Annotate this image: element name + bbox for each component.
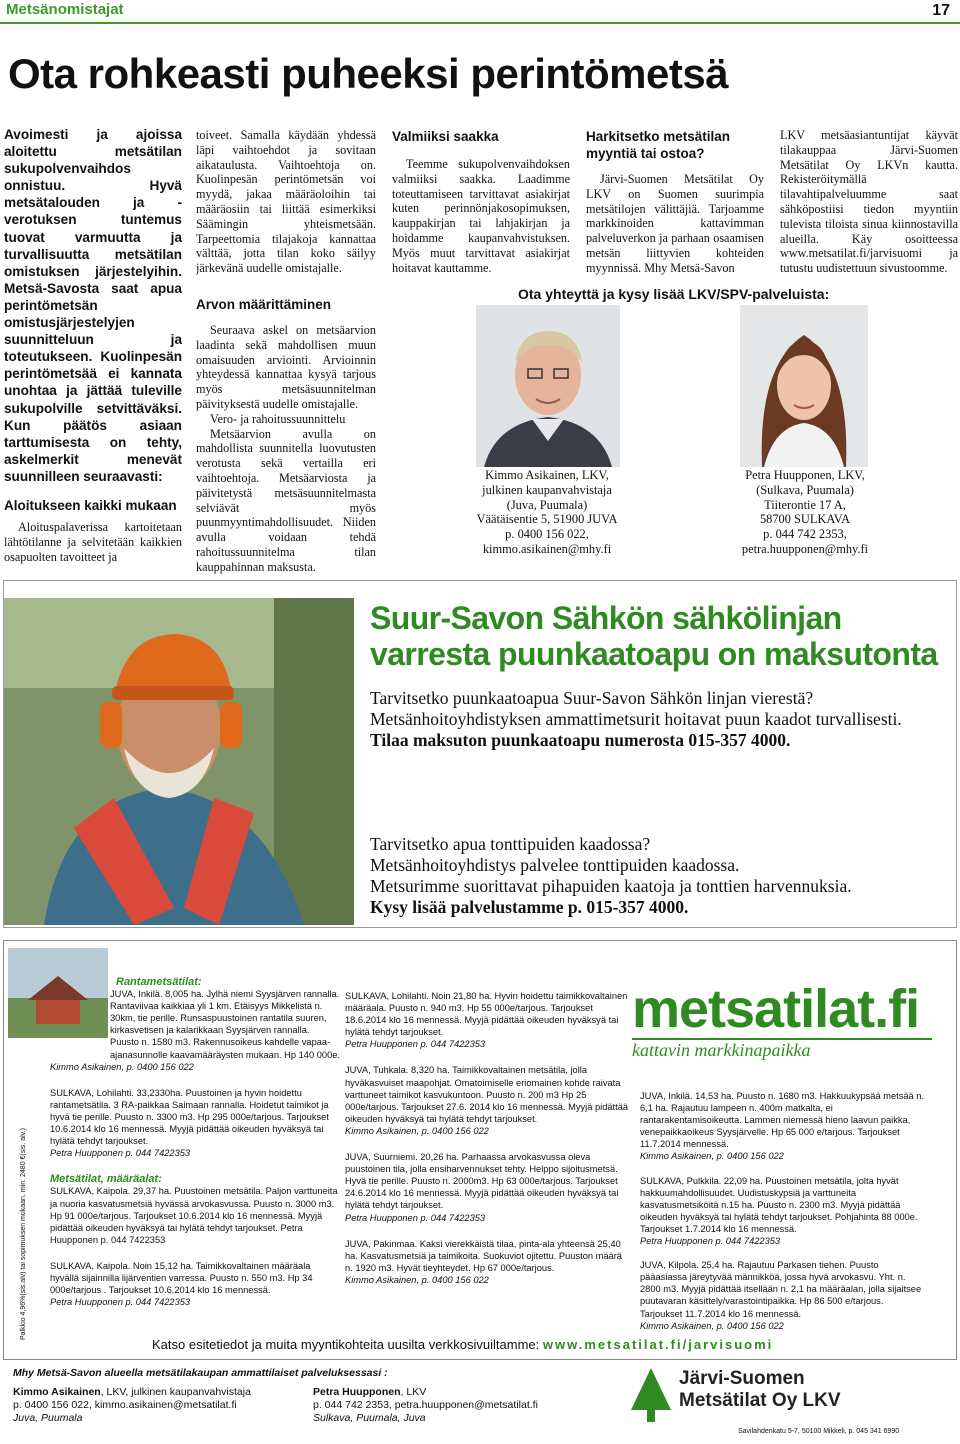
category-heading: Rantametsätilat: <box>116 976 202 988</box>
contact-phone: p. 044 742 2353, <box>763 527 847 542</box>
bottom-contact-kimmo <box>13 1386 313 1425</box>
side-note-anchor <box>20 1340 32 1341</box>
body-text: Aloituspalaverissa kartoitetaan lähtötilanne ja selvitetään kaikkien osapuolten tavoitteet ja <box>4 519 182 564</box>
listing-contact: Petra Huupponen p. 044 7422353 <box>50 1297 191 1308</box>
contact-city: 58700 SULKAVA <box>759 512 851 527</box>
listing-contact: Petra Huupponen p. 044 7422353 <box>50 1148 191 1159</box>
listing-contact: Petra Huupponen p. 044 7422353 <box>640 1236 781 1247</box>
listing-item: SULKAVA, Lohilahti. Noin 21,80 ha. Hyvin hoidettu taimikkovaltainen määräala. Puusto n. 940 m3. Hp 55 000e/tarjous. Tarjoukset 18.6.2014 klo 16 mennessä. Myyjä pidättää oikeuden hyväksyä tai hylätä tehdyt tarjoukset. <box>345 991 628 1038</box>
contact-title: , LKV, <box>575 468 609 482</box>
banner-title-line-1: Suur-Savon Sähkön sähkölinjan <box>370 600 842 636</box>
article-column-3 <box>392 128 570 278</box>
listing-item: JUVA, Inkilä. 8,005 ha. Jylhä niemi Syysjärven rannalla. Rantaviivaa kaikkiaa yli 1 km. Etäisyys Mikkelistä n. 30km, tie perille. Runsaspuustoinen rantatila suuren, kirkasvetisen ja kalarikkaan Syysjärven rannalla. Puusto n. 1580 m3. Rakennusoikeus kahdelle vapaa-ajanasunnolle kaavamääräysten mukaan. Hp 140 000e. <box>110 989 340 1060</box>
banner-line: Metsänhoitoyhdistyksen ammattimetsurit hoitavat puun kaadot turvallisesti. <box>370 709 902 729</box>
body-text: Vero- ja rahoitussuunnittelu <box>210 411 346 426</box>
body-text: Teemme sukupolvenvaihdoksen valmiiksi saakka. Laadimme toteuttamiseen tarvittavat asiakirjat kuten perinnönjakosopimuksen, kauppakirjan tai lahjakirjan ja hoidamme kaupanvahvistuksen. Myös muut tarvittavat asiakirjat hoitavat kauttamme. <box>392 157 570 275</box>
listing-item: JUVA, Pakinmaa. Kaksi vierekkäistä tilaa, pinta-ala yhteensä 25,40 ha. Kasvatusmetsiä ja taimikoita. Suokuviot ojitettu. Puuston määrä n. 1920 m3. Hyvät tieyhteydet. Hp 67 000e/tarjous. <box>345 1238 622 1273</box>
contact-role: , LKV <box>400 1386 427 1398</box>
listing-item: SULKAVA, Kaipola. Noin 15,12 ha. Taimikkovaltainen määräala hyvällä sijainnilla lijärventien varressa. Puusto n. 550 m3. Hp 34 000e/tarjous . Tarjoukset 10.6.2014 klo 16 mennessä. <box>50 1260 313 1296</box>
logo-line-1: Järvi-Suomen <box>679 1368 805 1389</box>
banner-line: Tarvitsetko apua tonttipuiden kaadossa? <box>370 834 651 854</box>
photo-petra <box>740 305 868 467</box>
lead-paragraph: Avoimesti ja ajoissa aloitettu metsätilan sukupolvenvaihdos onnistuu. Hyvä metsätalouden ja -verotuksen tuntemus tuovat varmuutta ja turvallisuutta metsätilan omistuksen järjestelyihin. Metsä-Savosta saat apua perintömetsän omistusjärjestelyjen suunnitteluun ja toteutukseen. Kuolinpesän perintömetsää ei kannata unohtaa ja jättää tuleville sukupolville setvittäväksi. Kun päätös asiaan tarttumisesta on tehty, askelmerkit menevät suunnilleen seuraavasti: <box>4 127 182 484</box>
banner-line: Metsurimme suorittavat pihapuiden kaatoja ja tonttien harvennuksia. <box>370 876 852 896</box>
contact-area: Sulkava, Puumala, Juva <box>313 1412 426 1424</box>
contact-details: p. 044 742 2353, petra.huupponen@metsatilat.fi <box>313 1399 538 1411</box>
caption-petra <box>710 468 900 557</box>
photo-kimmo <box>476 305 620 467</box>
portrait-woman-image <box>740 305 868 467</box>
banner-text-block-1 <box>370 688 930 751</box>
contact-name: Petra Huupponen <box>745 468 832 482</box>
contact-role: , LKV, julkinen kaupanvahvistaja <box>100 1386 251 1398</box>
listing-column-2 <box>345 990 630 1286</box>
jarvi-suomen-logo-icon <box>627 1366 675 1424</box>
listing-contact: Kimmo Asikainen, p. 0400 156 022 <box>640 1151 784 1162</box>
subheading-valmiiksi: Valmiiksi saakka <box>392 129 499 144</box>
website-link[interactable]: www.metsatilat.fi/jarvisuomi <box>542 1337 774 1352</box>
listing-footer <box>152 1337 773 1352</box>
body-text: Seuraava askel on metsäarvion laadinta sekä mahdollisen muun omaisuuden arviointi. Arvioinnin yhteydessä kannattaa kysyä tarjous myös metsäsuunnitelman päivityksestä uudelle omistajalle. <box>196 322 376 411</box>
listing-item: SULKAVA, Pulkkila. 22,09 ha. Puustoinen metsätila, jolta hyvät hakkuumahdollisuudet. Uudistuskypsiä ja varttuneita kasvatusmetsiköitä n.15 ha. Puusto n. 2300 m3. Myyjä pidättää oikeuden hyväksyä tai hylätä tehdyt tarjoukset. Pohjahinta 88 000e. Tarjoukset 1.7.2014 klo 16 mennessä. <box>640 1175 918 1234</box>
contact-name: Kimmo Asikainen <box>13 1386 101 1398</box>
contact-phone: p. 0400 156 022, <box>505 527 589 542</box>
contact-details: p. 0400 156 022, kimmo.asikainen@metsatilat.fi <box>13 1399 237 1411</box>
body-text: Metsäarvion avulla on mahdollista suunnitella luovutusten verotusta sekä vertailla eri vaihtoehtoja. Metsäarviosta ja päivitetystä metsäsuunnitelmasta selviävät myös puunmyyntimahdollisuudet. Niiden avulla voidaan tehdä rahoitussuunnitelma tilan kauppahinnan maksusta. <box>196 426 376 574</box>
banner-title <box>370 600 950 672</box>
banner-phone-line: Tilaa maksuton puunkaatoapu numerosta 015-357 4000. <box>370 730 791 750</box>
contact-email: petra.huupponen@mhy.fi <box>741 541 869 556</box>
portrait-man-image <box>476 305 620 467</box>
article-column-1 <box>4 126 182 564</box>
footer-text: Katso esitetiedot ja muita myyntikohteita uusilta verkkosivuiltamme: <box>152 1337 540 1352</box>
body-text: Järvi-Suomen Metsätilat Oy LKV on Suomen suurimpia metsätilojen välittäjiä. Tarjoamme markkinoiden kattavimman palveluverkon ja parhaan osaamisen metsän liittyvien kohteiden myynnissä. Mhy Metsä-Savon <box>586 172 764 275</box>
tree-icon <box>627 1366 675 1424</box>
body-text: toiveet. Samalla käydään yhdessä läpi vaihtoehdot ja sovitaan aikataulusta. Vaihtoehtoja on. Kuolinpesän perintömetsän voi myydä, jakaa määräoloihin tai määräosiin tai liittää esimerkiksi Säämingin yhteismetsään. Tarpeettomia tilajakoja kannattaa välttää, jotta tilan koko säilyy järkevänä uudelle omistajalle. <box>196 128 376 276</box>
listing-item: SULKAVA, Lohilahti. 33,2330ha. Puustoinen ja hyvin hoidettu rantametsätila. 3 RA-paikkaa Saimaan rannalla. Hoidetut taimikot ja hyvä tie perille. Puusto n. 3300 m3. Hp 295 000e/tarjous. Tarjoukset 10.6.2014 klo 16 mennessä. Myyjä pidättää oikeuden hyväksyä tai hylätä tehdyt tarjoukset. <box>50 1087 329 1147</box>
bottom-title: Mhy Metsä-Savon alueella metsätilakaupan ammattilaiset palveluksessasi : <box>13 1367 388 1379</box>
contact-area: Juva, Puumala <box>13 1412 83 1424</box>
contact-title: , LKV, <box>831 468 865 482</box>
contact-area: (Sulkava, Puumala) <box>756 482 854 497</box>
logo-slogan: kattavin markkinapaikka <box>632 1038 932 1061</box>
banner-title-line-2: varresta puunkaatoapu on maksutonta <box>370 636 938 672</box>
logo-text: metsatilat.fi <box>632 979 920 1039</box>
caption-kimmo <box>452 468 642 557</box>
body-text: LKV metsäasiantuntijat käyvät tilakauppaa Järvi-Suomen Metsätilat Oy LKVn kautta. Rekisteröitymällä tilavahtipalveluumme saat sähköpostiisi tiedon myyntiin tulevista tiloista sinua kiinnostavilla alueilla. Käy osoitteessa www.metsatilat.fi/jarvisuomi ja tutustu uudistettuun sivustoomme. <box>780 128 958 276</box>
bottom-contact-petra <box>313 1386 613 1425</box>
listing-item: JUVA, Suurniemi. 20,26 ha. Parhaassa arvokasvussa oleva puustoinen tila, jolla ensiharvennukset tehty. Helppo sijoitusmetsä. Hyvä tie perille. Puusto n. 2000m3. Hp 63 000e/tarjous. Tarjoukset 24.6.2014 klo 16 mennessä. Myyjä pidättää oikeuden hyväksyä tai hylätä tehdyt tarjoukset. <box>345 1152 619 1211</box>
logo-line-2: Metsätilat Oy LKV <box>679 1390 841 1411</box>
contact-area: (Juva, Puumala) <box>506 497 588 512</box>
article-column-4 <box>586 128 764 278</box>
metsatilat-logo <box>632 979 932 1061</box>
subheading-aloitus: Aloitukseen kaikki mukaan <box>4 497 177 513</box>
listing-contact: Kimmo Asikainen, p. 0400 156 022 <box>345 1274 489 1285</box>
contact-name: Kimmo Asikainen <box>485 468 576 482</box>
banner-phone-line: Kysy lisää palvelustamme p. 015-357 4000. <box>370 897 689 917</box>
banner-text-block-2 <box>370 834 950 918</box>
bottom-contact-bar <box>3 1362 957 1442</box>
listing-contact: Petra Huupponen p. 044 7422353 <box>345 1212 486 1223</box>
listing-contact: Kimmo Asikainen, p. 0400 156 022 <box>640 1320 784 1331</box>
page-number: 17 <box>932 2 950 19</box>
subheading-harkitsetko: Harkitsetko metsätilan myyntiä tai ostoa? <box>586 129 731 161</box>
contact-address: Väätäisentie 5, 51900 JUVA <box>476 512 618 527</box>
listing-contact: Kimmo Asikainen, p. 0400 156 022 <box>50 1061 194 1072</box>
article-column-2 <box>196 128 376 574</box>
banner-line: Tarvitsetko puunkaatoapua Suur-Savon Sähkön linjan vierestä? <box>370 688 814 708</box>
listing-contact: Kimmo Asikainen, p. 0400 156 022 <box>345 1125 489 1136</box>
listing-item: JUVA, Kilpola. 25,4 ha. Rajautuu Parkasen tiehen. Puusto pääasiassa järeytyvää männikköä, jossa hyvä arvokasvu. Yht. n. 2800 m3. Myyjä pidättää itsellään n. 2,1 ha määräalan, jolla sijaitsee puutavaran käsittely/varastointipaikka. Hp 86 500 e/tarjous. Tarjoukset 11.7.2014 klo 16 mennessä. <box>640 1260 922 1319</box>
company-address: Savilahdenkatu 5-7, 50100 Mikkeli, p. 045 341 6990 <box>738 1428 900 1435</box>
contact-email: kimmo.asikainen@mhy.fi <box>482 541 612 556</box>
lumberjack-image <box>4 598 354 925</box>
article-headline: Ota rohkeasti puheeksi perintömetsä <box>8 50 729 97</box>
subheading-arvo: Arvon määrittäminen <box>196 296 332 312</box>
top-bar <box>0 0 960 22</box>
header-rule <box>0 22 960 24</box>
banner-line: Metsänhoitoyhdistys palvelee tonttipuiden kaadossa. <box>370 855 740 875</box>
listing-item: JUVA, Tuhkala. 8,320 ha. Taimikkovaltainen metsätila, jolla hyväkasvuiset maapohjat. Omatoimiselle eriomainen kohde raivata varttuneet taimikot kasvukuntoon. Puusto n. 200 m3 Hp 25 000e/tarjous. Tarjoukset 27.6. 2014 klo 16 mennessä. Myyjä pidättää oikeuden hyväksyä tai hylätä tehdyt tarjoukset. <box>345 1065 629 1124</box>
jarvi-suomen-logo-text <box>679 1368 841 1412</box>
contact-address: Tiiterontie 17 A, <box>764 497 846 512</box>
magazine-name: Metsänomistajat <box>6 1 124 18</box>
article-column-5 <box>780 128 958 278</box>
banner-photo-panel <box>4 598 354 925</box>
listing-column-3 <box>640 1090 925 1332</box>
listing-column-1 <box>50 976 340 1308</box>
listing-item: SULKAVA, Kaipola. 29,37 ha. Puustoinen metsätila. Paljon varttuneita ja nuoria kasvatusmetsiä hyvässä arvokasvussa. Puusto n. 3000 m3. Hp 91 000e/tarjous. Tarjoukset 10.6.2014 klo 16 mennessä. Myyjä pidättää oikeuden hyväksyä tai hylätä tehdyt tarjoukset. Petra Huupponen p. 044 7422353 <box>50 1186 338 1245</box>
contact-name: Petra Huupponen <box>313 1386 401 1398</box>
fee-side-note: Palkkio 4,96%(sis.alv) tai sopimuksen mukaan, min. 2480 €(sis. alv.) <box>20 1128 27 1340</box>
contact-role: julkinen kaupanvahvistaja <box>482 482 612 497</box>
listing-contact: Petra Huupponen p. 044 7422353 <box>345 1039 486 1050</box>
category-heading: Metsätilat, määräalat: <box>50 1173 162 1186</box>
contact-heading: Ota yhteyttä ja kysy lisää LKV/SPV-palveluista: <box>518 286 830 302</box>
listing-item: JUVA, Inkilä. 14,53 ha. Puusto n. 1680 m3. Hakkuukypsää metsää n. 6,1 ha. Rajautuu lampeen n. 400m matkalta, ei rantarakentamisoikeutta. Lammen niemessä hieno laavun paikka, venepaikkaoikeus Syysjärvelle. Hp 65 000 e/tarjous. Tarjoukset 11.7.2014 mennessä. <box>640 1091 925 1150</box>
